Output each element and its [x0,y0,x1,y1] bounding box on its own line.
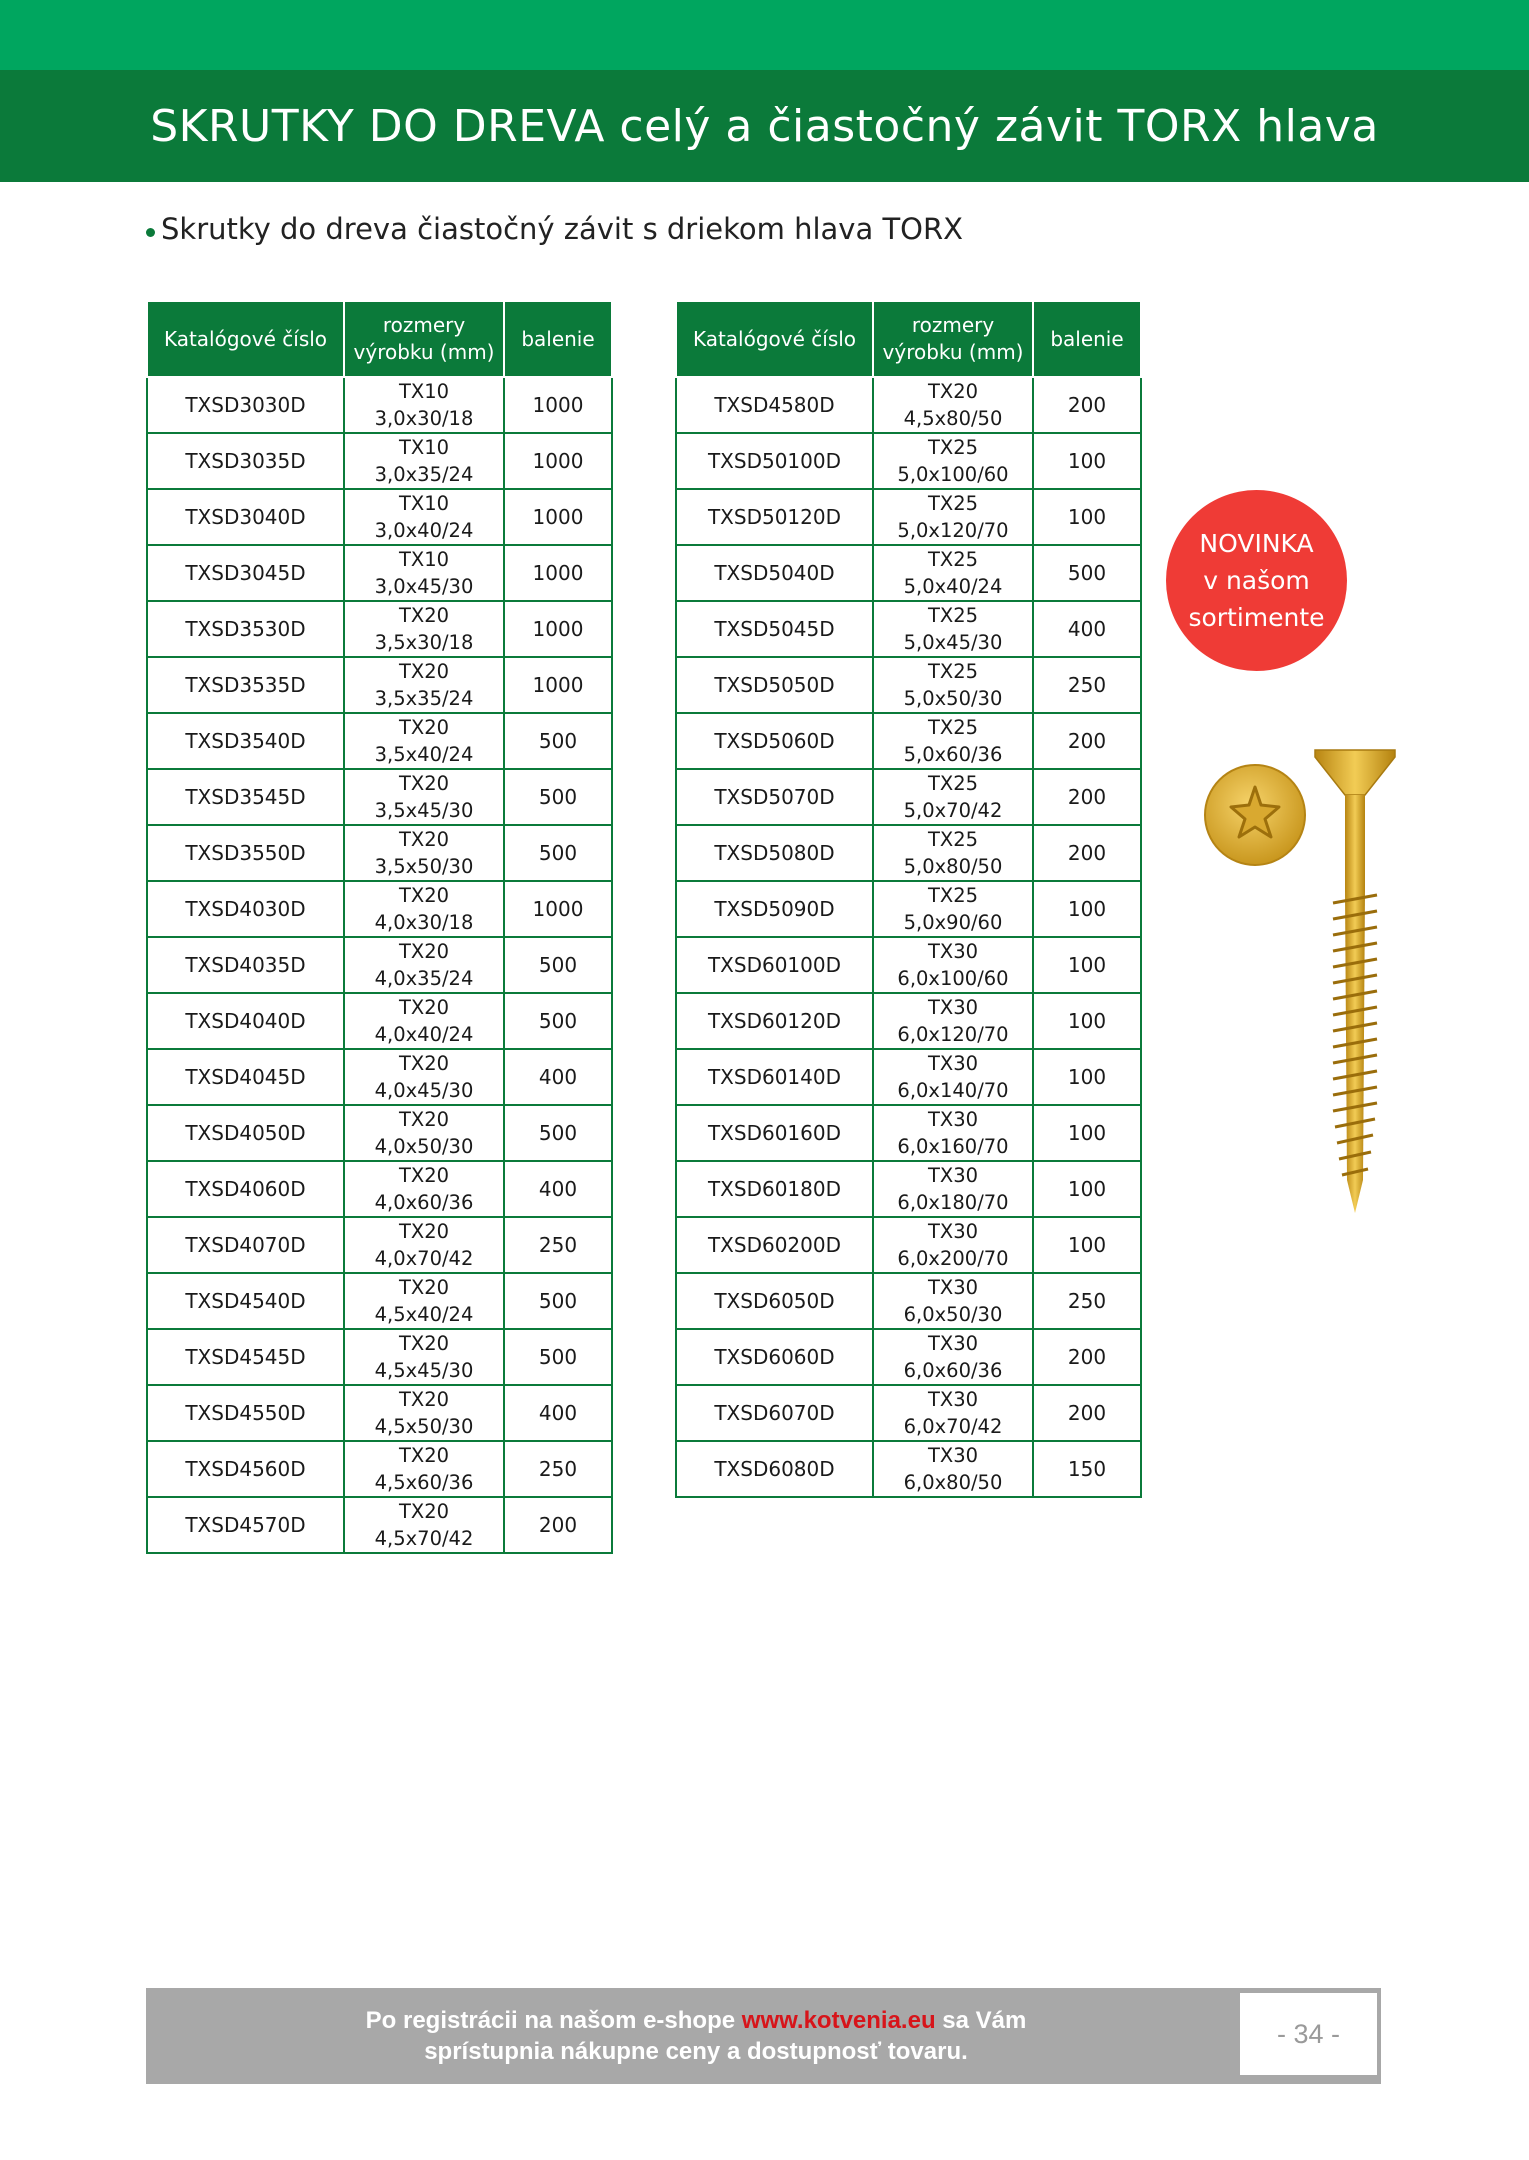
table-row [676,433,1141,489]
dimensions-cell [344,1385,504,1441]
header-catalog-number: Katalógové číslo [676,301,873,377]
screw-size: 4,5x70/42 [374,1527,474,1550]
dimensions-cell [344,769,504,825]
dimensions-cell [873,713,1033,769]
screw-size: 4,5x60/36 [374,1471,474,1494]
packaging-cell: 400 [504,1385,612,1441]
drive-type: TX30 [927,940,979,963]
table-row [147,489,612,545]
table-row [147,1105,612,1161]
drive-type: TX20 [398,828,450,851]
catalog-number-cell: TXSD4545D [147,1329,344,1385]
table-row [676,1273,1141,1329]
table-row [676,1441,1141,1497]
screw-size: 4,0x50/30 [374,1135,474,1158]
drive-type: TX20 [398,716,450,739]
table-header-row [147,301,612,377]
catalog-number-cell: TXSD3040D [147,489,344,545]
screw-size: 3,0x45/30 [374,575,474,598]
header-dimensions-line1: rozmery [911,313,995,337]
packaging-cell: 150 [1033,1441,1141,1497]
table-row [147,545,612,601]
drive-type: TX30 [927,1164,979,1187]
dimensions-cell [344,601,504,657]
table-row [676,937,1141,993]
product-table-left [146,300,613,1554]
table-row [676,713,1141,769]
catalog-number-cell: TXSD60200D [676,1217,873,1273]
header-dimensions [873,301,1033,377]
catalog-number-cell: TXSD4040D [147,993,344,1049]
drive-type: TX30 [927,996,979,1019]
catalog-number-cell: TXSD60160D [676,1105,873,1161]
screw-size: 3,0x35/24 [374,463,474,486]
table-row [676,1385,1141,1441]
dimensions-cell [344,993,504,1049]
screw-size: 3,5x40/24 [374,743,474,766]
header-dimensions [344,301,504,377]
packaging-cell: 500 [504,993,612,1049]
packaging-cell: 500 [504,1105,612,1161]
section-subtitle-text: Skrutky do dreva čiastočný závit s driekom hlava TORX [161,212,964,246]
dimensions-cell [873,657,1033,713]
drive-type: TX20 [398,772,450,795]
dimensions-cell [873,825,1033,881]
catalog-number-cell: TXSD4560D [147,1441,344,1497]
dimensions-cell [344,1497,504,1553]
screw-size: 5,0x100/60 [897,463,1009,486]
catalog-number-cell: TXSD5045D [676,601,873,657]
table-row [147,1497,612,1553]
screw-size: 5,0x60/36 [903,743,1003,766]
table-row [147,1441,612,1497]
drive-type: TX10 [398,380,450,403]
table-row [676,1049,1141,1105]
packaging-cell: 1000 [504,433,612,489]
packaging-cell: 200 [1033,1385,1141,1441]
screw-size: 4,0x40/24 [374,1023,474,1046]
screw-size: 6,0x50/30 [903,1303,1003,1326]
table-row [147,1385,612,1441]
catalog-number-cell: TXSD6050D [676,1273,873,1329]
drive-type: TX30 [927,1444,979,1467]
catalog-number-cell: TXSD6070D [676,1385,873,1441]
screw-size: 6,0x160/70 [897,1135,1009,1158]
table-row [147,1273,612,1329]
screw-size: 5,0x90/60 [903,911,1003,934]
dimensions-cell [873,769,1033,825]
dimensions-cell [344,713,504,769]
packaging-cell: 100 [1033,1217,1141,1273]
section-subtitle [146,212,963,246]
dimensions-cell [344,433,504,489]
table-row [147,713,612,769]
dimensions-cell [873,545,1033,601]
screw-size: 6,0x180/70 [897,1191,1009,1214]
screw-size: 4,0x70/42 [374,1247,474,1270]
torx-screw-image [1195,735,1415,1220]
page-header [0,70,1529,182]
footer-line1-end: sa Vám [935,2007,1027,2034]
dimensions-cell [344,489,504,545]
screw-size: 5,0x80/50 [903,855,1003,878]
table-row [676,881,1141,937]
packaging-cell: 1000 [504,601,612,657]
catalog-number-cell: TXSD60180D [676,1161,873,1217]
catalog-number-cell: TXSD60120D [676,993,873,1049]
catalog-number-cell: TXSD4045D [147,1049,344,1105]
drive-type: TX25 [927,436,979,459]
packaging-cell: 100 [1033,1049,1141,1105]
packaging-cell: 500 [504,1329,612,1385]
screw-size: 4,5x45/30 [374,1359,474,1382]
catalog-number-cell: TXSD4580D [676,377,873,433]
header-dimensions-line2: výrobku (mm) [353,340,495,364]
screw-size: 6,0x120/70 [897,1023,1009,1046]
screw-size: 5,0x40/24 [903,575,1003,598]
dimensions-cell [344,1217,504,1273]
eshop-link[interactable]: www.kotvenia.eu [741,2007,936,2034]
catalog-number-cell: TXSD6080D [676,1441,873,1497]
drive-type: TX25 [927,884,979,907]
catalog-number-cell: TXSD50100D [676,433,873,489]
screw-side-icon [1315,750,1395,1213]
dimensions-cell [344,1273,504,1329]
drive-type: TX30 [927,1276,979,1299]
catalog-number-cell: TXSD50120D [676,489,873,545]
table-header-row [676,301,1141,377]
drive-type: TX20 [398,1444,450,1467]
footer-line1 [366,2005,1027,2036]
catalog-number-cell: TXSD5080D [676,825,873,881]
drive-type: TX20 [398,1276,450,1299]
packaging-cell: 500 [504,825,612,881]
dimensions-cell [344,545,504,601]
packaging-cell: 1000 [504,881,612,937]
dimensions-cell [873,1329,1033,1385]
header-packaging: balenie [1033,301,1141,377]
catalog-number-cell: TXSD4540D [147,1273,344,1329]
badge-line1: NOVINKA [1199,529,1314,558]
table-row [676,545,1141,601]
page-number: - 34 - [1240,1993,1377,2075]
screw-size: 6,0x200/70 [897,1247,1009,1270]
dimensions-cell [873,601,1033,657]
dimensions-cell [873,1385,1033,1441]
dimensions-cell [344,1105,504,1161]
dimensions-cell [873,881,1033,937]
page-title: SKRUTKY DO DREVA celý a čiastočný závit TORX hlava [150,100,1379,152]
catalog-number-cell: TXSD4550D [147,1385,344,1441]
table-row [147,1161,612,1217]
catalog-number-cell: TXSD3035D [147,433,344,489]
packaging-cell: 200 [1033,1329,1141,1385]
screw-size: 5,0x70/42 [903,799,1003,822]
table-row [676,1329,1141,1385]
drive-type: TX20 [398,884,450,907]
dimensions-cell [873,937,1033,993]
dimensions-cell [873,1273,1033,1329]
drive-type: TX10 [398,548,450,571]
dimensions-cell [344,1441,504,1497]
drive-type: TX20 [398,660,450,683]
footer-line1-start: Po registrácii na našom e-shope [365,2007,742,2034]
drive-type: TX25 [927,716,979,739]
drive-type: TX20 [398,1164,450,1187]
screw-head-top-icon [1205,765,1305,865]
catalog-number-cell: TXSD5040D [676,545,873,601]
header-dimensions-line2: výrobku (mm) [882,340,1024,364]
drive-type: TX30 [927,1220,979,1243]
table-row [676,489,1141,545]
dimensions-cell [873,489,1033,545]
catalog-number-cell: TXSD4070D [147,1217,344,1273]
dimensions-cell [344,657,504,713]
screw-size: 3,5x35/24 [374,687,474,710]
table-row [676,769,1141,825]
catalog-number-cell: TXSD5090D [676,881,873,937]
drive-type: TX25 [927,772,979,795]
packaging-cell: 100 [1033,1105,1141,1161]
table-row [147,993,612,1049]
dimensions-cell [873,1105,1033,1161]
packaging-cell: 1000 [504,377,612,433]
table-row [676,1105,1141,1161]
packaging-cell: 1000 [504,657,612,713]
packaging-cell: 100 [1033,433,1141,489]
catalog-number-cell: TXSD3030D [147,377,344,433]
packaging-cell: 200 [1033,769,1141,825]
table-row [147,881,612,937]
catalog-number-cell: TXSD5060D [676,713,873,769]
product-table-right [675,300,1142,1498]
catalog-number-cell: TXSD3545D [147,769,344,825]
table-row [147,657,612,713]
drive-type: TX20 [927,380,979,403]
packaging-cell: 100 [1033,937,1141,993]
dimensions-cell [873,377,1033,433]
table-row [147,825,612,881]
catalog-number-cell: TXSD3530D [147,601,344,657]
drive-type: TX20 [398,996,450,1019]
packaging-cell: 1000 [504,489,612,545]
dimensions-cell [344,1049,504,1105]
drive-type: TX20 [398,604,450,627]
packaging-cell: 500 [1033,545,1141,601]
packaging-cell: 200 [504,1497,612,1553]
dimensions-cell [873,1441,1033,1497]
catalog-number-cell: TXSD6060D [676,1329,873,1385]
catalog-number-cell: TXSD60140D [676,1049,873,1105]
table-row [147,769,612,825]
catalog-number-cell: TXSD3550D [147,825,344,881]
packaging-cell: 200 [1033,825,1141,881]
packaging-cell: 250 [1033,1273,1141,1329]
dimensions-cell [344,937,504,993]
drive-type: TX25 [927,548,979,571]
packaging-cell: 1000 [504,545,612,601]
packaging-cell: 250 [1033,657,1141,713]
catalog-number-cell: TXSD3535D [147,657,344,713]
catalog-number-cell: TXSD4035D [147,937,344,993]
drive-type: TX25 [927,604,979,627]
table-row [147,937,612,993]
drive-type: TX10 [398,492,450,515]
new-product-badge [1166,490,1347,671]
packaging-cell: 500 [504,937,612,993]
catalog-number-cell: TXSD3540D [147,713,344,769]
drive-type: TX25 [927,660,979,683]
drive-type: TX20 [398,1220,450,1243]
catalog-number-cell: TXSD4570D [147,1497,344,1553]
screw-size: 4,0x60/36 [374,1191,474,1214]
screw-size: 3,5x50/30 [374,855,474,878]
table-row [147,1217,612,1273]
drive-type: TX30 [927,1388,979,1411]
drive-type: TX20 [398,1388,450,1411]
screw-size: 4,5x40/24 [374,1303,474,1326]
table-row [147,1049,612,1105]
catalog-number-cell: TXSD5050D [676,657,873,713]
table-row [147,377,612,433]
screw-size: 4,0x35/24 [374,967,474,990]
dimensions-cell [344,825,504,881]
drive-type: TX30 [927,1108,979,1131]
screw-size: 3,5x45/30 [374,799,474,822]
screw-size: 6,0x60/36 [903,1359,1003,1382]
packaging-cell: 400 [504,1049,612,1105]
table-row [676,993,1141,1049]
table-row [147,433,612,489]
packaging-cell: 400 [1033,601,1141,657]
screw-size: 3,5x30/18 [374,631,474,654]
dimensions-cell [873,993,1033,1049]
drive-type: TX20 [398,1108,450,1131]
table-row [676,601,1141,657]
bullet-icon [146,228,155,237]
top-accent-band [0,0,1529,70]
header-dimensions-line1: rozmery [382,313,466,337]
screw-size: 4,5x80/50 [903,407,1003,430]
screw-size: 6,0x140/70 [897,1079,1009,1102]
drive-type: TX20 [398,940,450,963]
screw-size: 6,0x70/42 [903,1415,1003,1438]
drive-type: TX20 [398,1052,450,1075]
table-row [676,657,1141,713]
table-row [676,377,1141,433]
screw-size: 4,0x45/30 [374,1079,474,1102]
packaging-cell: 200 [1033,713,1141,769]
packaging-cell: 100 [1033,489,1141,545]
catalog-number-cell: TXSD5070D [676,769,873,825]
packaging-cell: 100 [1033,993,1141,1049]
dimensions-cell [344,881,504,937]
catalog-number-cell: TXSD4030D [147,881,344,937]
badge-line3: sortimente [1188,603,1325,632]
packaging-cell: 500 [504,1273,612,1329]
footer-banner [146,1988,1381,2084]
dimensions-cell [344,377,504,433]
screw-size: 3,0x30/18 [374,407,474,430]
screw-size: 5,0x120/70 [897,519,1009,542]
packaging-cell: 500 [504,769,612,825]
drive-type: TX20 [398,1500,450,1523]
packaging-cell: 100 [1033,881,1141,937]
footer-message [146,1988,1381,2084]
drive-type: TX30 [927,1052,979,1075]
catalog-number-cell: TXSD4060D [147,1161,344,1217]
dimensions-cell [873,1217,1033,1273]
screw-size: 5,0x50/30 [903,687,1003,710]
header-packaging: balenie [504,301,612,377]
packaging-cell: 250 [504,1441,612,1497]
packaging-cell: 100 [1033,1161,1141,1217]
packaging-cell: 200 [1033,377,1141,433]
footer-line2: sprístupnia nákupne ceny a dostupnosť tovaru. [424,2038,968,2065]
screw-size: 6,0x80/50 [903,1471,1003,1494]
table-row [676,1217,1141,1273]
badge-line2: v našom [1203,566,1310,595]
table-row [676,1161,1141,1217]
drive-type: TX30 [927,1332,979,1355]
dimensions-cell [873,1049,1033,1105]
drive-type: TX10 [398,436,450,459]
packaging-cell: 250 [504,1217,612,1273]
table-row [147,601,612,657]
packaging-cell: 500 [504,713,612,769]
table-row [147,1329,612,1385]
dimensions-cell [344,1161,504,1217]
drive-type: TX25 [927,492,979,515]
packaging-cell: 400 [504,1161,612,1217]
screw-size: 4,5x50/30 [374,1415,474,1438]
dimensions-cell [344,1329,504,1385]
screw-size: 3,0x40/24 [374,519,474,542]
screw-size: 5,0x45/30 [903,631,1003,654]
catalog-number-cell: TXSD3045D [147,545,344,601]
catalog-number-cell: TXSD60100D [676,937,873,993]
dimensions-cell [873,1161,1033,1217]
drive-type: TX20 [398,1332,450,1355]
table-row [676,825,1141,881]
header-catalog-number: Katalógové číslo [147,301,344,377]
catalog-number-cell: TXSD4050D [147,1105,344,1161]
screw-size: 4,0x30/18 [374,911,474,934]
drive-type: TX25 [927,828,979,851]
dimensions-cell [873,433,1033,489]
screw-size: 6,0x100/60 [897,967,1009,990]
